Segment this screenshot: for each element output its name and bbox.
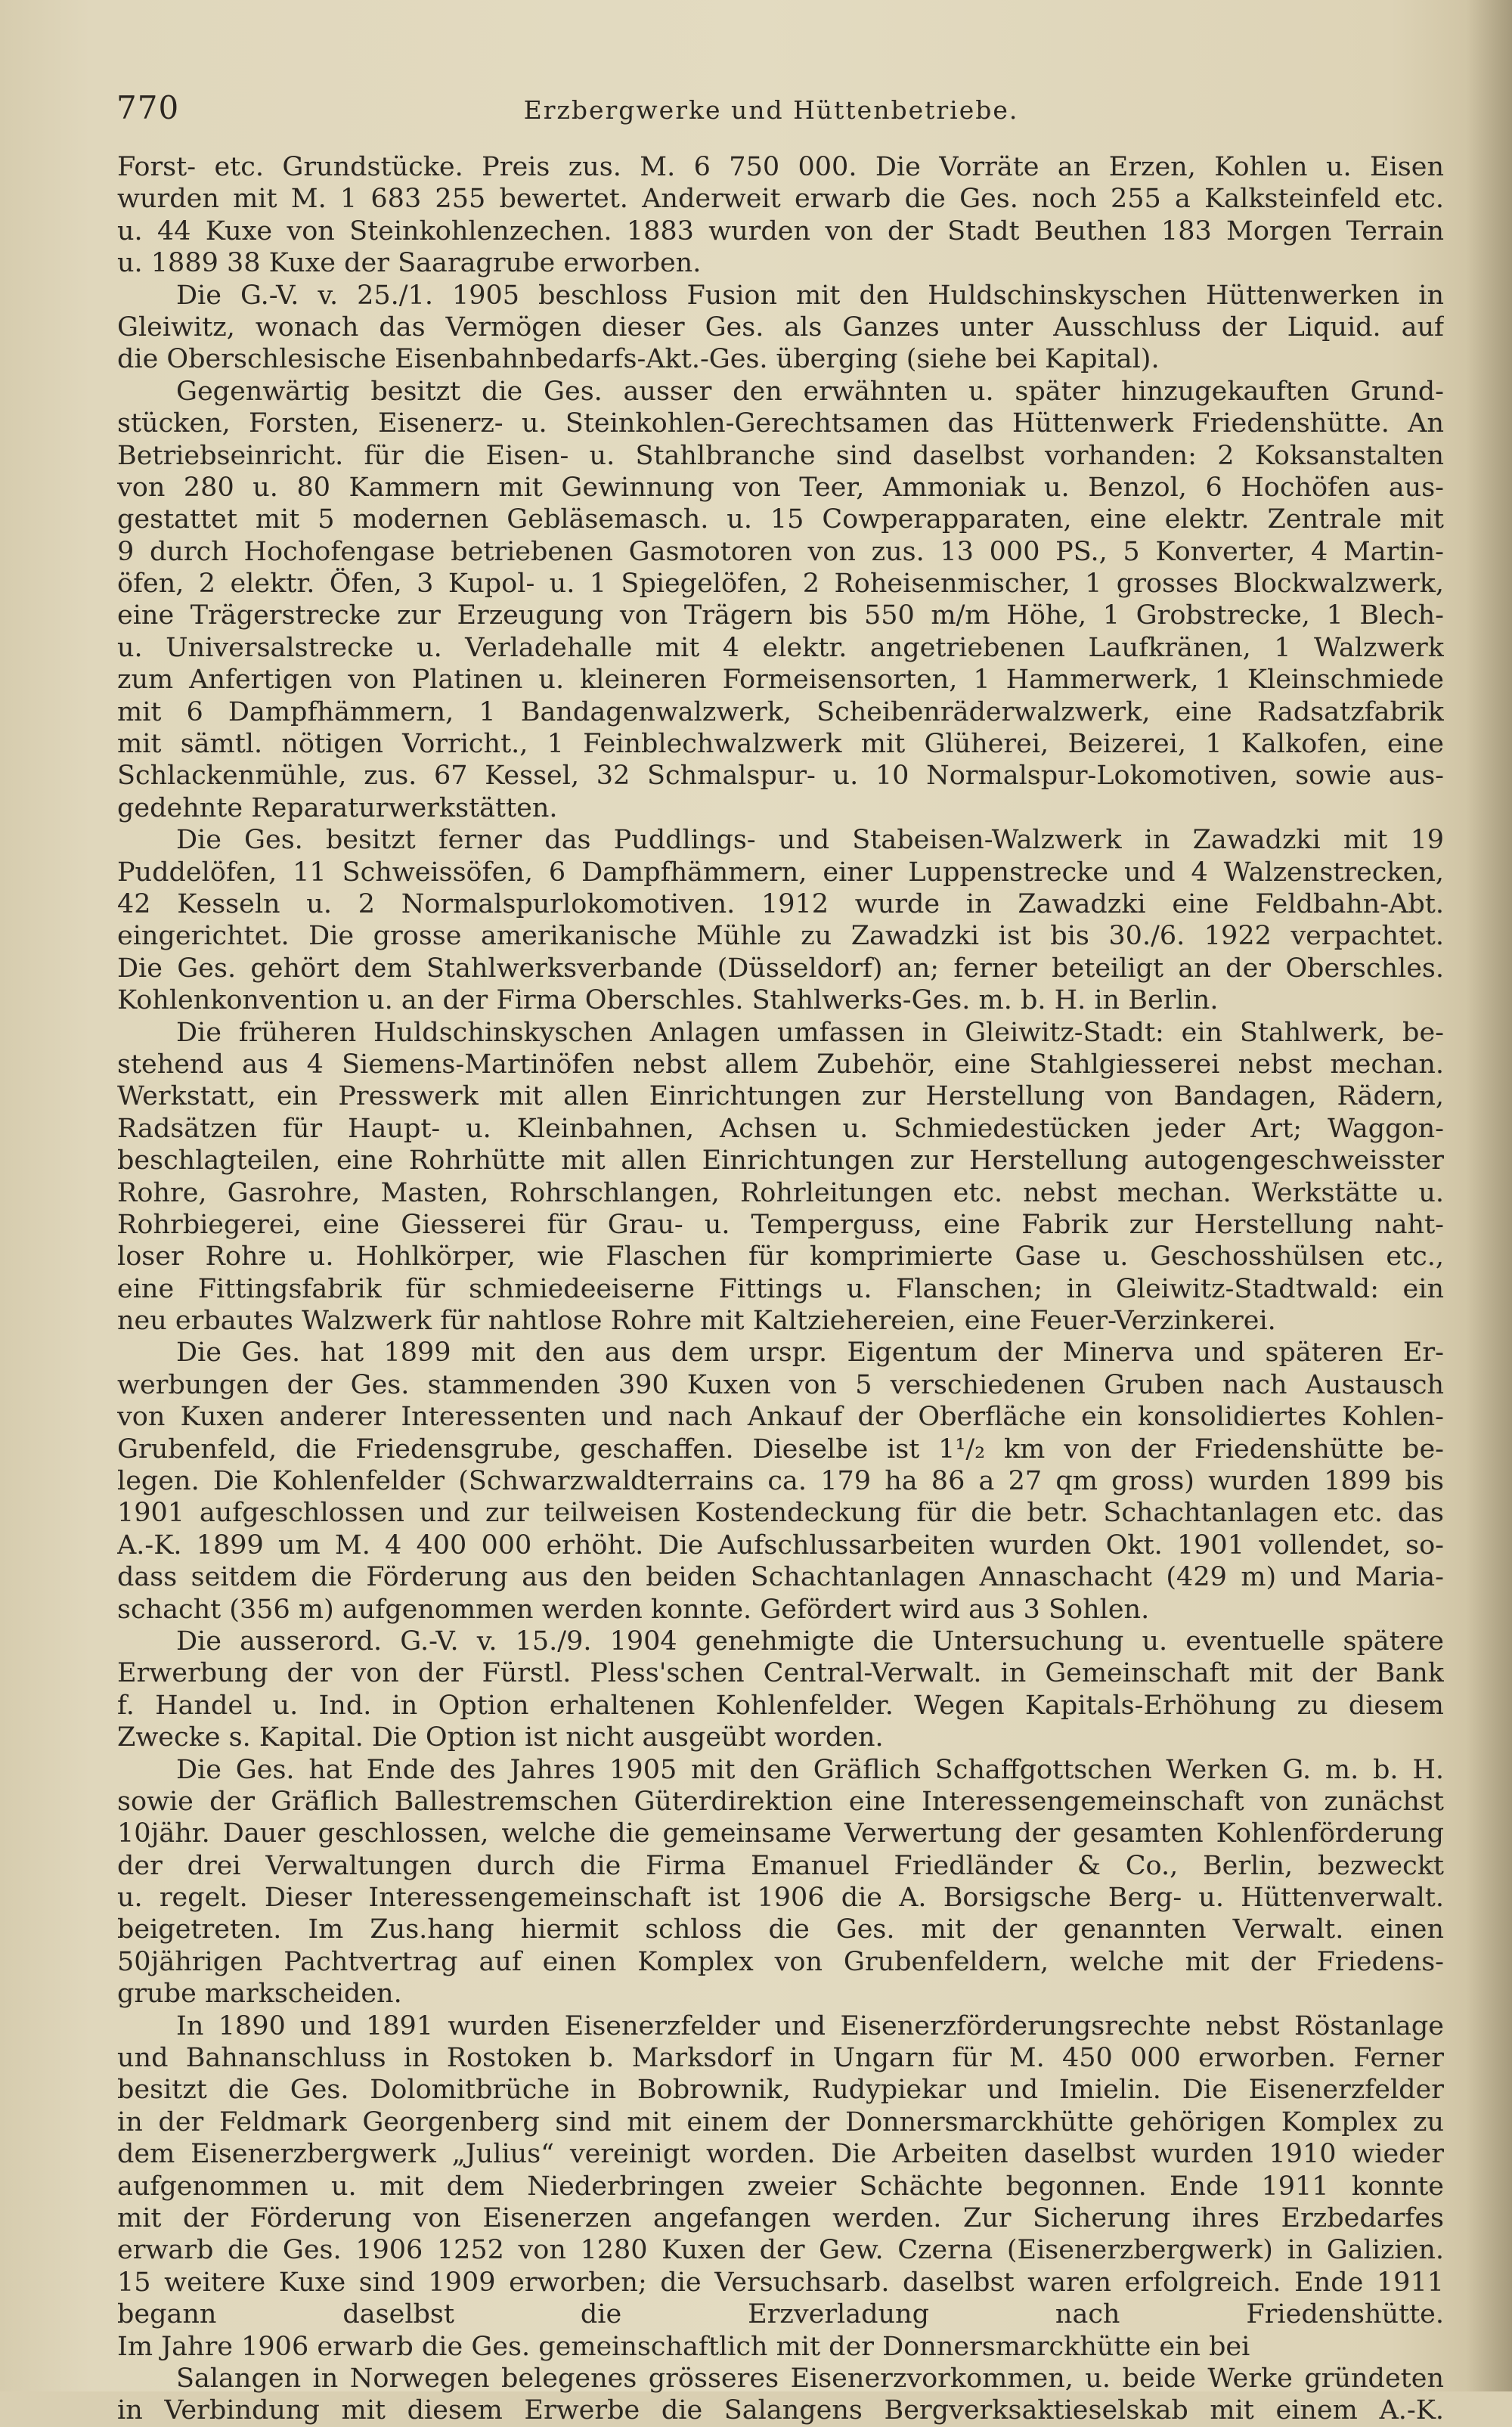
- text-line: Rohre, Gasrohre, Masten, Rohrschlangen, Rohrleitungen etc. nebst mechan. Werkstätte u.: [117, 1177, 1444, 1208]
- text-line: Die Ges. hat Ende des Jahres 1905 mit den Gräflich Schaffgottschen Werken G. m. b. H.: [176, 1754, 1444, 1785]
- text-line: aufgenommen u. mit dem Niederbringen zweier Schächte begonnen. Ende 1911 konnte: [117, 2171, 1444, 2202]
- text-line: gestattet mit 5 modernen Gebläsemasch. u. 15 Cowperapparaten, eine elektr. Zentrale mit: [117, 504, 1444, 535]
- text-line: Die Ges. gehört dem Stahlwerksverbande (Düsseldorf) an; ferner beteiligt an der Oberschles.: [117, 953, 1444, 984]
- text-line: stücken, Forsten, Eisenerz- u. Steinkohlen-Gerechtsamen das Hüttenwerk Friedenshütte. An: [117, 408, 1444, 439]
- text-line: neu erbautes Walzwerk für nahtlose Rohre mit Kaltziehereien, eine Feuer-Verzinkerei.: [117, 1306, 1276, 1337]
- text-line: 9 durch Hochofengase betriebenen Gasmotoren von zus. 13 000 PS., 5 Konverter, 4 Martin-: [117, 536, 1444, 567]
- text-line: von Kuxen anderer Interessenten und nach Ankauf der Oberfläche ein konsolidiertes Kohlen-: [117, 1402, 1444, 1433]
- text-line: Die Ges. besitzt ferner das Puddlings- und Stabeisen-Walzwerk in Zawadzki mit 19: [176, 825, 1444, 856]
- text-line: öfen, 2 elektr. Öfen, 3 Kupol- u. 1 Spiegelöfen, 2 Roheisenmischer, 1 grosses Blockwalzwerk,: [117, 569, 1444, 600]
- text-line: Die ausserord. G.-V. v. 15./9. 1904 genehmigte die Untersuchung u. eventuelle spätere: [176, 1626, 1444, 1657]
- text-line: schacht (356 m) aufgenommen werden konnte. Gefördert wird aus 3 Sohlen.: [117, 1594, 1150, 1625]
- text-line: mit der Förderung von Eisenerzen angefangen werden. Zur Sicherung ihres Erzbedarfes: [117, 2203, 1444, 2233]
- text-line: mit 6 Dampfhämmern, 1 Bandagenwalzwerk, Scheibenräderwalzwerk, eine Radsatzfabrik: [117, 696, 1444, 727]
- text-line: Die G.-V. v. 25./1. 1905 beschloss Fusion mit den Huldschinskyschen Hüttenwerken in: [176, 280, 1444, 311]
- text-line: Rohrbiegerei, eine Giesserei für Grau- u. Temperguss, eine Fabrik zur Herstellung naht-: [117, 1209, 1444, 1240]
- text-line: 10jähr. Dauer geschlossen, welche die gemeinsame Verwertung der gesamten Kohlenförderung: [117, 1818, 1444, 1849]
- text-line: Radsätzen für Haupt- u. Kleinbahnen, Achsen u. Schmiedestücken jeder Art; Waggon-: [117, 1113, 1444, 1144]
- text-line: f. Handel u. Ind. in Option erhaltenen Kohlenfelder. Wegen Kapitals-Erhöhung zu diesem: [117, 1690, 1444, 1721]
- text-line: zum Anfertigen von Platinen u. kleineren Formeisensorten, 1 Hammerwerk, 1 Kleinschmiede: [117, 665, 1444, 696]
- text-line: Werkstatt, ein Presswerk mit allen Einrichtungen zur Herstellung von Bandagen, Rädern,: [117, 1081, 1444, 1112]
- text-line: In 1890 und 1891 wurden Eisenerzfelder und Eisenerzförderungsrechte nebst Röstanlage: [176, 2010, 1444, 2041]
- text-line: legen. Die Kohlenfelder (Schwarzwaldterrains ca. 179 ha 86 a 27 qm gross) wurden 1899 bis: [117, 1466, 1444, 1497]
- text-line: 50jährigen Pachtvertrag auf einen Komplex von Grubenfeldern, welche mit der Friedens-: [117, 1946, 1444, 1977]
- text-line: Die früheren Huldschinskyschen Anlagen umfassen in Gleiwitz-Stadt: ein Stahlwerk, be-: [176, 1017, 1444, 1048]
- page-number: 770: [116, 89, 180, 126]
- text-line: Salangen in Norwegen belegenes grösseres Eisenerzvorkommen, u. beide Werke gründeten: [176, 2363, 1444, 2394]
- text-line: dem Eisenerzbergwerk „Julius“ vereinigt worden. Die Arbeiten daselbst wurden 1910 wieder: [117, 2139, 1444, 2170]
- text-line: sowie der Gräflich Ballestremschen Güterdirektion eine Interessengemeinschaft von zunächst: [117, 1786, 1444, 1817]
- text-line: die Oberschlesische Eisenbahnbedarfs-Akt.-Ges. überging (siehe bei Kapital).: [117, 344, 1160, 375]
- text-line: von 280 u. 80 Kammern mit Gewinnung von Teer, Ammoniak u. Benzol, 6 Hochöfen aus-: [117, 472, 1444, 503]
- text-line: beschlagteilen, eine Rohrhütte mit allen Einrichtungen zur Herstellung autogengeschweisster: [117, 1145, 1444, 1176]
- text-line: dass seitdem die Förderung aus den beiden Schachtanlagen Annaschacht (429 m) und Maria-: [117, 1562, 1444, 1593]
- text-line: grube markscheiden.: [117, 1979, 402, 2010]
- text-line: der drei Verwaltungen durch die Firma Emanuel Friedländer & Co., Berlin, bezweckt: [117, 1850, 1444, 1881]
- text-line: besitzt die Ges. Dolomitbrüche in Bobrownik, Rudypiekar und Imielin. Die Eisenerzfelder: [117, 2075, 1444, 2106]
- text-line: Betriebseinricht. für die Eisen- u. Stahlbranche sind daselbst vorhanden: 2 Koksanstalten: [117, 440, 1444, 471]
- text-line: erwarb die Ges. 1906 1252 von 1280 Kuxen der Gew. Czerna (Eisenerzbergwerk) in Galizien.: [117, 2235, 1444, 2266]
- text-line: und Bahnanschluss in Rostoken b. Marksdorf in Ungarn für M. 450 000 erworben. Ferner: [117, 2043, 1444, 2074]
- text-line: in Verbindung mit diesem Erwerbe die Salangens Bergverksaktieselskab mit einem A.-K.: [117, 2395, 1444, 2426]
- text-line: u. regelt. Dieser Interessengemeinschaft ist 1906 die A. Borsigsche Berg- u. Hüttenverwalt.: [117, 1883, 1444, 1914]
- text-line: wurden mit M. 1 683 255 bewertet. Anderweit erwarb die Ges. noch 255 a Kalksteinfeld etc.: [117, 184, 1444, 215]
- text-line: eine Fittingsfabrik für schmiedeeiserne Fittings u. Flanschen; in Gleiwitz-Stadtwald: ein: [117, 1273, 1444, 1304]
- text-line: begann daselbst die Erzverladung nach Friedenshütte.: [117, 2299, 1444, 2330]
- text-line: loser Rohre u. Hohlkörper, wie Flaschen für komprimierte Gase u. Geschosshülsen etc.,: [117, 1241, 1444, 1272]
- page-header: [113, 89, 1429, 135]
- text-line: Puddelöfen, 11 Schweissöfen, 6 Dampfhämmern, einer Luppenstrecke und 4 Walzenstrecken,: [117, 857, 1444, 888]
- text-line: Grubenfeld, die Friedensgrube, geschaffen. Dieselbe ist 1¹/₂ km von der Friedenshütte be-: [117, 1434, 1444, 1465]
- text-line: Zwecke s. Kapital. Die Option ist nicht ausgeübt worden.: [117, 1722, 884, 1753]
- text-line: Gegenwärtig besitzt die Ges. ausser den erwähnten u. später hinzugekauften Grund-: [176, 376, 1444, 407]
- text-line: Schlackenmühle, zus. 67 Kessel, 32 Schmalspur- u. 10 Normalspur-Lokomotiven, sowie aus-: [117, 761, 1444, 792]
- text-line: A.-K. 1899 um M. 4 400 000 erhöht. Die Aufschlussarbeiten wurden Okt. 1901 vollendet, so-: [117, 1530, 1444, 1561]
- text-line: werbungen der Ges. stammenden 390 Kuxen von 5 verschiedenen Gruben nach Austausch: [117, 1369, 1444, 1400]
- text-line: u. 44 Kuxe von Steinkohlenzechen. 1883 wurden von der Stadt Beuthen 183 Morgen Terrain: [117, 215, 1444, 246]
- text-line: gedehnte Reparaturwerkstätten.: [117, 792, 558, 823]
- text-line: eingerichtet. Die grosse amerikanische Mühle zu Zawadzki ist bis 30./6. 1922 verpachtet.: [117, 921, 1444, 952]
- body-text: [117, 151, 1444, 2427]
- text-line: Die Ges. hat 1899 mit den aus dem urspr. Eigentum der Minerva und späteren Er-: [176, 1337, 1444, 1368]
- text-line: Im Jahre 1906 erwarb die Ges. gemeinschaftlich mit der Donnersmarckhütte ein bei: [117, 2331, 1250, 2362]
- text-line: 15 weitere Kuxe sind 1909 erworben; die Versuchsarb. daselbst waren erfolgreich. Ende 1911: [117, 2267, 1444, 2298]
- text-line: Gleiwitz, wonach das Vermögen dieser Ges. als Ganzes unter Ausschluss der Liquid. auf: [117, 312, 1444, 343]
- text-line: in der Feldmark Georgenberg sind mit einem der Donnersmarckhütte gehörigen Komplex zu: [117, 2106, 1444, 2137]
- text-line: u. 1889 38 Kuxe der Saaragrube erworben.: [117, 248, 702, 279]
- text-line: 42 Kesseln u. 2 Normalspurlokomotiven. 1912 wurde in Zawadzki eine Feldbahn-Abt.: [117, 888, 1444, 919]
- running-head: Erzbergwerke und Hüttenbetriebe.: [523, 95, 1019, 125]
- text-line: Kohlenkonvention u. an der Firma Oberschles. Stahlwerks-Ges. m. b. H. in Berlin.: [117, 985, 1219, 1016]
- text-line: Erwerbung der von der Fürstl. Pless'schen Central-Verwalt. in Gemeinschaft mit der Bank: [117, 1658, 1444, 1689]
- text-line: Forst- etc. Grundstücke. Preis zus. M. 6 750 000. Die Vorräte an Erzen, Kohlen u. Eisen: [117, 152, 1444, 182]
- text-line: eine Trägerstrecke zur Erzeugung von Trägern bis 550 m/m Höhe, 1 Grobstrecke, 1 Blech-: [117, 600, 1444, 631]
- text-line: stehend aus 4 Siemens-Martinöfen nebst allem Zubehör, eine Stahlgiesserei nebst mechan.: [117, 1049, 1444, 1080]
- text-line: u. Universalstrecke u. Verladehalle mit 4 elektr. angetriebenen Laufkränen, 1 Walzwerk: [117, 632, 1444, 663]
- text-line: mit sämtl. nötigen Vorricht., 1 Feinblechwalzwerk mit Glüherei, Beizerei, 1 Kalkofen, eine: [117, 729, 1444, 760]
- text-line: 1901 aufgeschlossen und zur teilweisen Kostendeckung für die betr. Schachtanlagen etc. das: [117, 1498, 1444, 1529]
- text-line: beigetreten. Im Zus.hang hiermit schloss die Ges. mit der genannten Verwalt. einen: [117, 1914, 1444, 1945]
